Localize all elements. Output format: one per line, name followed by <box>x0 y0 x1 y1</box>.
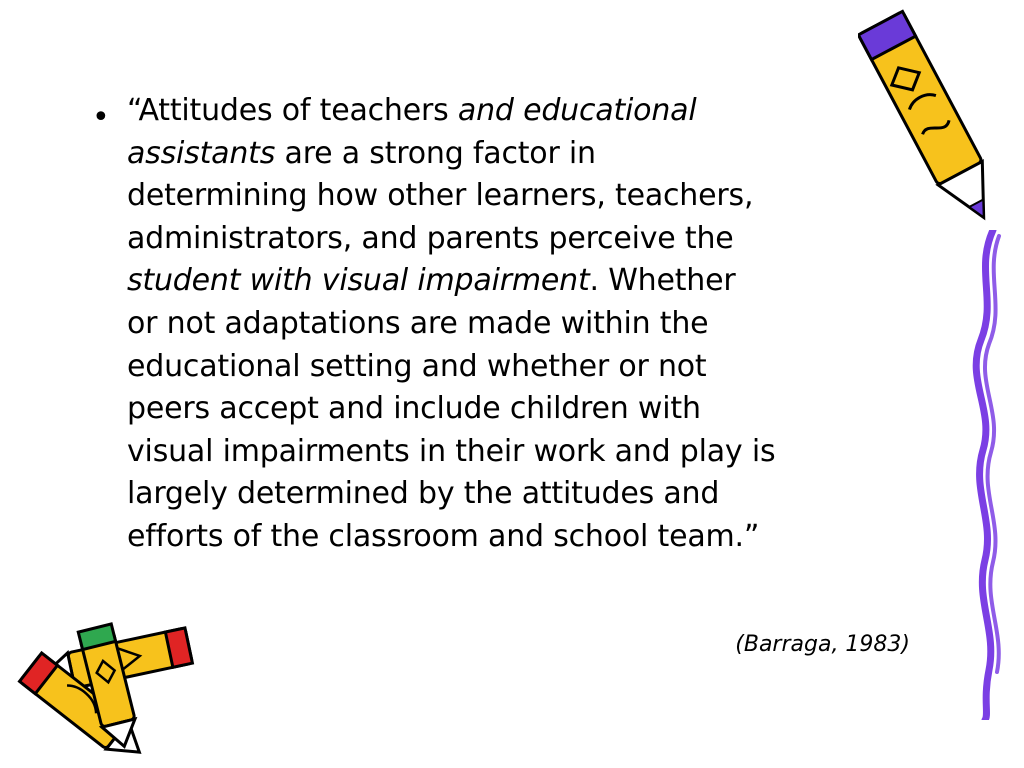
pencil-icon <box>858 0 1008 245</box>
quote-segment: educational setting and whether or not <box>127 348 707 384</box>
quote-segment: visual impairments in their work and play is <box>127 433 776 469</box>
quote-line <box>127 260 947 303</box>
pencil-icon <box>70 620 150 750</box>
quote-segment: . Whether <box>589 263 736 299</box>
quote-segment: efforts of the classroom and school team.” <box>127 518 760 554</box>
ribbon-icon <box>955 230 1015 720</box>
quote-segment: or not adaptations are made within the <box>127 305 709 341</box>
quote-line <box>127 473 947 516</box>
quote-segment: are a strong factor in <box>275 135 596 171</box>
citation: (Barraga, 1983) <box>735 632 910 657</box>
quote-segment: peers accept and include children with <box>127 391 701 427</box>
quote-segment: “Attitudes of teachers <box>127 93 458 128</box>
quote-segment: largely determined by the attitudes and <box>127 476 720 512</box>
quote-italic-segment: student with visual impairment <box>127 263 590 299</box>
quote-line <box>127 516 947 559</box>
quote-italic-segment: assistants <box>127 135 276 171</box>
quote-line <box>127 346 947 389</box>
quote-line <box>127 175 947 218</box>
quote-line <box>127 218 947 261</box>
quote-italic-segment: and educational <box>457 93 697 128</box>
quote-segment: administrators, and parents perceive the <box>127 220 734 256</box>
quote-line <box>127 133 947 176</box>
quote-segment: determining how other learners, teachers, <box>127 178 754 214</box>
quote-text <box>127 90 947 559</box>
quote-line <box>127 90 947 133</box>
quote-line <box>127 431 947 474</box>
quote-line <box>127 303 947 346</box>
bullet-marker: • <box>92 100 110 135</box>
quote-line <box>127 388 947 431</box>
